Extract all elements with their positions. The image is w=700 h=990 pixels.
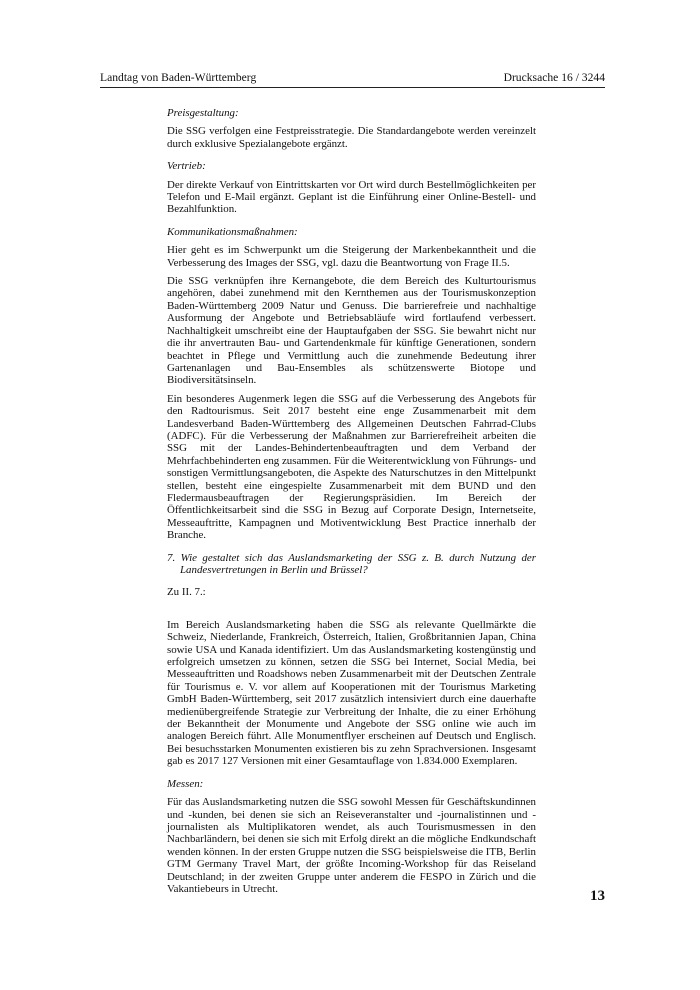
- kommunikation-paragraph-3: Ein besonderes Augenmerk legen die SSG auf die Verbesserung des Angebots für den Radtourismus. Seit 2017 besteht eine enge Zusammenarbeit mit dem Landesverband Baden-Württemberg des Allgemeinen Deutschen Fahrrad-Clubs (ADFC). Für die Verbesserung der Maßnahmen zur Barrierefreiheit arbeiten die SSG mit der Landes-Behindertenbeauftragten und dem Verband der Mehrfachbehinderten eng zusammen. Für die Weiterentwicklung von Führungs- und sonstigen Vermittlungsangeboten, die Aspekte des Naturschutzes in den Mittelpunkt stellen, besteht eine eingespielte Zusammenarbeit mit dem BUND und den Fledermausbeauftragen der Regierungspräsidien. Im Bereich der Öffentlichkeitsarbeit sind die SSG in Bezug auf Corporate Design, Internetseite, Messeauftritte, Kampagnen und Motiventwicklung Best Practice innerhalb der Branche.: [167, 392, 536, 542]
- question-7: 7. Wie gestaltet sich das Auslandsmarketing der SSG z. B. durch Nutzung der Landesvertretungen in Berlin und Brüssel?: [167, 551, 536, 576]
- auslandsmarketing-text: Im Bereich Auslandsmarketing haben die SSG als relevante Quellmärkte die Schweiz, Niederlande, Frankreich, Österreich, Italien, Großbritannien Japan, China sowie USA und Kanada identifiziert. Um das Auslandsmarketing kostengünstig und erfolgreich umsetzen zu können, setzen die SSG bei Internet, Social Media, bei Messeauftritten und Roadshows neben Zusammenarbeit mit der Deutschen Zentrale für Tourismus e. V. vor allem auf Kooperationen mit der Tourismus Marketing GmbH Baden-Württemberg, seit 2017 zusätzlich intensiviert durch eine dauerhafte medienübergreifende Strategie zur Verbreitung der Inhalte, die zu einer Erhöhung der Bekanntheit der Monumente und Angebote der SSG online wie auch im analogen Bereich führt. Alle Monumentflyer erscheinen auf Deutsch und Englisch. Bei besuchsstarken Monumenten existieren bis zu zehn Sprachversionen. Insgesamt gab es 2017 127 Versionen mit einer Gesamtauflage von 1.834.000 Exemplaren.: [167, 618, 536, 768]
- kommunikation-paragraph-2: Die SSG verknüpfen ihre Kernangebote, die dem Bereich des Kulturtourismus angehören, dabei zunehmend mit den Kernthemen aus der Tourismuskonzeption Baden-Württemberg 2009 Natur und Genuss. Die barrierefreie und nachhaltige Ausformung der Angebote und Betriebsabläufe wird fortlaufend verbessert. Nachhaltigkeit umschreibt eine der Hauptaufgaben der SSG. Sie bewahrt nicht nur die ihr anvertrauten Bau- und Gartendenkmale für künftige Generationen, sondern beachtet in Pflege und Vermittlung auch die zunehmende Bedeutung ihrer Gartenanlagen und Bau-Ensembles als schützenswerte Biotope und Biodiversitätsinseln.: [167, 275, 536, 387]
- vertrieb-text: Der direkte Verkauf von Eintrittskarten vor Ort wird durch Bestellmöglichkeiten per Telefon und E-Mail ergänzt. Geplant ist die Einführung einer Online-Bestell- und Bezahlfunktion.: [167, 178, 536, 216]
- kommunikation-label: Kommunikationsmaßnahmen:: [167, 225, 298, 238]
- page-number: 13: [590, 888, 605, 904]
- messen-label: Messen:: [167, 777, 204, 790]
- preis-text: Die SSG verfolgen eine Festpreisstrategie. Die Standardangebote werden vereinzelt durch exklusive Spezialangebote ergänzt.: [167, 125, 536, 150]
- header-right: Drucksache 16 / 3244: [503, 71, 605, 84]
- kommunikation-paragraph-1: Hier geht es im Schwerpunkt um die Steigerung der Markenbekanntheit und die Verbesserung des Images der SSG, vgl. dazu die Beantwortung von Frage II.5.: [167, 244, 536, 269]
- header-rule: [100, 87, 605, 88]
- answer-heading: Zu II. 7.:: [167, 586, 206, 599]
- header-left: Landtag von Baden-Württemberg: [100, 71, 257, 84]
- messen-text: Für das Auslandsmarketing nutzen die SSG sowohl Messen für Geschäftskundinnen und -kunden, bei denen sie sich an Reiseveranstalter und -journalistinnen und -journalisten als Multiplikatoren wendet, als auch Tourismusmessen in den Nachbarländern, bei denen sie sich mit Erfolg direkt an die mögliche Endkundschaft wenden können. In der ersten Gruppe nutzen die SSG beispielsweise die ITB, Berlin GTM Germany Travel Mart, der größte Incoming-Workshop für das Reiseland Deutschland; in der zweiten Gruppe unter anderem die FESPO in Zürich und die Vakantiebeurs in Utrecht.: [167, 796, 536, 895]
- preis-label: Preisgestaltung:: [167, 107, 239, 119]
- document-body: [167, 107, 536, 895]
- page-header: [100, 71, 605, 85]
- vertrieb-label: Vertrieb:: [167, 160, 206, 173]
